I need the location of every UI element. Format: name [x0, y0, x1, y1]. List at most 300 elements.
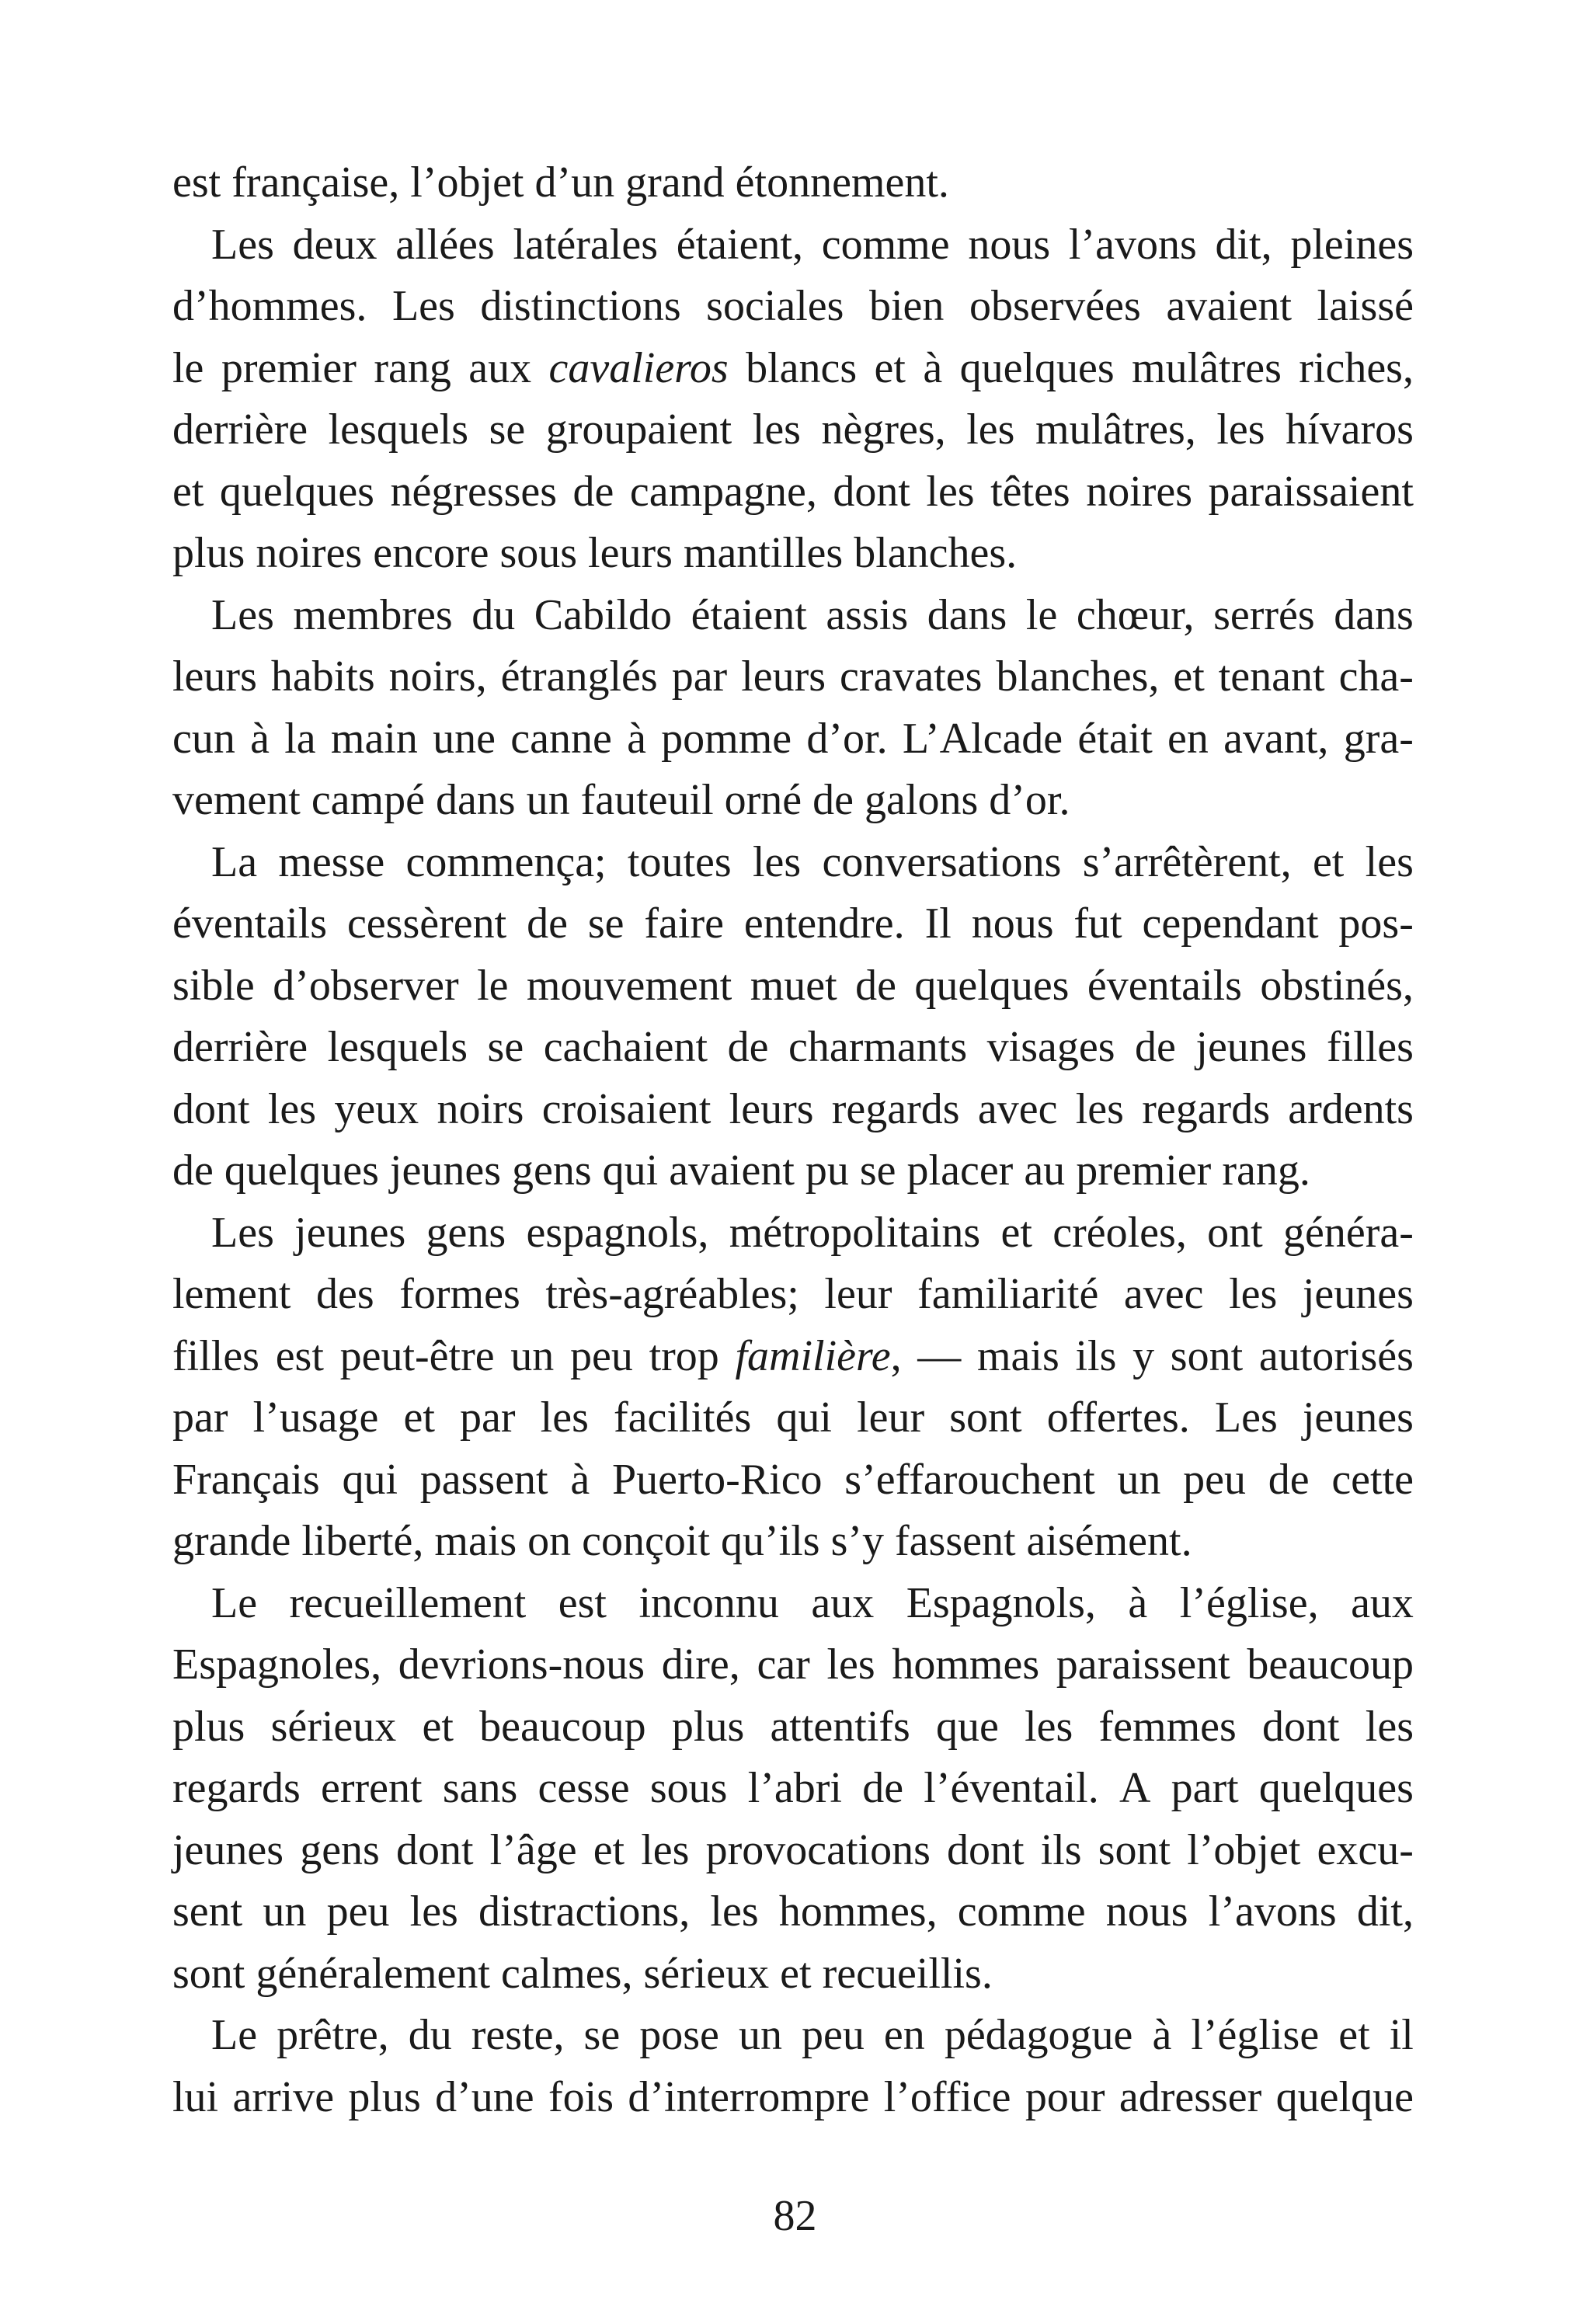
word: derrière — [172, 1023, 308, 1071]
word: et — [403, 1393, 435, 1442]
word: ont — [1207, 1208, 1263, 1257]
text-line — [172, 399, 1414, 461]
word: sont — [172, 1949, 245, 1998]
word: rang — [374, 343, 451, 392]
word: mulâtres — [1132, 343, 1282, 392]
text-line — [172, 646, 1414, 708]
word: pomme — [661, 714, 792, 763]
word: il — [1389, 2011, 1414, 2059]
word: familiarité — [917, 1270, 1099, 1318]
word: Les — [1214, 1393, 1278, 1442]
text-line — [172, 1202, 1414, 1265]
word: très-agréables; — [545, 1270, 799, 1318]
word: s’arrêtèrent, — [1082, 837, 1292, 886]
word: mulâtres, — [1035, 405, 1196, 454]
word: quelques — [219, 467, 374, 516]
word: éventails — [172, 899, 328, 948]
word: à — [923, 343, 943, 392]
word: éventails — [1087, 961, 1242, 1010]
word: qui — [776, 1393, 832, 1442]
word: de — [527, 899, 568, 948]
word: française, — [231, 158, 400, 207]
word: recueillis. — [822, 1949, 993, 1998]
word: le — [1025, 590, 1058, 639]
word: les — [1365, 837, 1414, 886]
word: les — [966, 405, 1015, 454]
word: premier — [1076, 1146, 1212, 1195]
text-line — [172, 1326, 1414, 1388]
word: l’avons — [1208, 1887, 1337, 1936]
word: étonnement. — [735, 158, 949, 207]
word: lesquels — [328, 405, 469, 454]
word: les — [1025, 1702, 1073, 1751]
word: qui — [342, 1455, 398, 1504]
word: toutes — [627, 837, 732, 886]
word: ardents — [1288, 1084, 1414, 1133]
word: prêtre, — [277, 2011, 389, 2059]
word: un — [738, 2011, 782, 2059]
word: étaient — [691, 590, 807, 639]
word: généralement — [256, 1949, 490, 1998]
word: fauteuil — [580, 776, 714, 824]
word: galons — [865, 776, 979, 824]
word: vement — [172, 776, 301, 824]
word: les — [1075, 1084, 1124, 1133]
text-line — [172, 708, 1414, 771]
word: Il — [924, 899, 952, 948]
word: en — [1167, 714, 1209, 763]
word: Espagnols, — [906, 1578, 1096, 1627]
word: serrés — [1213, 590, 1315, 639]
word: leurs — [741, 652, 826, 701]
word: un — [263, 1887, 307, 1936]
text-line — [172, 1820, 1414, 1882]
word: entendre. — [743, 899, 905, 948]
word: errent — [321, 1764, 423, 1812]
word: leurs — [588, 529, 673, 577]
word: jeunes — [294, 1208, 406, 1257]
word: messe — [278, 837, 385, 886]
word: excu- — [1317, 1825, 1414, 1874]
word: adresser — [1119, 2072, 1262, 2121]
word: paraissaient — [1208, 467, 1414, 516]
word: leurs — [729, 1084, 814, 1133]
word: inconnu — [638, 1578, 779, 1627]
word: premier — [221, 343, 357, 392]
word: hívaros — [1286, 405, 1414, 454]
word: l’avons — [1068, 220, 1197, 269]
word: deux — [292, 220, 377, 269]
word: Espagnoles, — [172, 1640, 382, 1689]
word: filles — [1326, 1023, 1414, 1071]
word: les — [826, 1640, 875, 1689]
word: arrive — [232, 2072, 335, 2121]
word: les — [641, 1825, 690, 1874]
word: l’église — [1191, 2011, 1320, 2059]
word: avaient — [1166, 282, 1292, 330]
word: avec — [1123, 1270, 1204, 1318]
word: dans — [1334, 590, 1414, 639]
word: cravates — [840, 652, 983, 701]
word: du — [471, 590, 516, 639]
word: d’observer — [273, 961, 459, 1010]
word: Les — [211, 590, 274, 639]
word: de — [172, 1146, 214, 1195]
word: pleines — [1290, 220, 1414, 269]
word: espagnols, — [526, 1208, 709, 1257]
text-line — [172, 1758, 1414, 1820]
word: allées — [395, 220, 495, 269]
word: car — [757, 1640, 810, 1689]
word: se — [489, 405, 526, 454]
word: leur — [857, 1393, 925, 1442]
word: l’église, — [1179, 1578, 1319, 1627]
text-line — [172, 1511, 1414, 1573]
text-line — [172, 461, 1414, 524]
text-line — [172, 1573, 1414, 1635]
word: reste, — [471, 2011, 565, 2059]
word: leur — [824, 1270, 892, 1318]
word: leurs — [172, 652, 257, 701]
page-number: 82 — [773, 2192, 817, 2240]
word: les — [752, 837, 802, 886]
italic-word: cavalieros — [548, 343, 729, 392]
word: sous — [499, 529, 578, 577]
word: le — [477, 961, 509, 1010]
text-line — [172, 1387, 1414, 1449]
word: mais — [977, 1331, 1059, 1380]
word: mantilles — [683, 529, 844, 577]
word: cachaient — [543, 1023, 708, 1071]
word: quelques — [914, 961, 1070, 1010]
word: jeunes — [1302, 1393, 1414, 1442]
word: en — [883, 2011, 925, 2059]
word: négresses — [390, 467, 558, 516]
word: cette — [1331, 1455, 1414, 1504]
word: devrions-nous — [398, 1640, 645, 1689]
word: de — [1135, 1023, 1176, 1071]
word: les — [926, 467, 975, 516]
word: jeunes — [1302, 1270, 1414, 1318]
word: pu — [805, 1146, 849, 1195]
word: de — [855, 961, 896, 1010]
word: une — [433, 714, 496, 763]
word: créoles, — [1052, 1208, 1187, 1257]
word: sont — [1170, 1331, 1244, 1380]
body-text — [172, 152, 1414, 2128]
word: sous — [649, 1764, 728, 1812]
word: regards — [1142, 1084, 1270, 1133]
word: obstinés, — [1260, 961, 1414, 1010]
word: Le — [211, 1578, 258, 1627]
word: Le — [211, 2011, 258, 2059]
text-line — [172, 523, 1414, 585]
word: le — [172, 343, 204, 392]
word: sont — [1098, 1825, 1171, 1874]
text-line — [172, 2067, 1414, 2129]
word: sans — [442, 1764, 518, 1812]
word: dans — [927, 590, 1007, 639]
word: mais — [434, 1517, 517, 1565]
text-line — [172, 1017, 1414, 1079]
word: gra- — [1343, 714, 1414, 763]
word: noirs, — [388, 652, 487, 701]
word: Français — [172, 1455, 320, 1504]
word: et — [1338, 2011, 1370, 2059]
word: blanches, — [996, 652, 1160, 701]
word: de — [1268, 1455, 1310, 1504]
word: provocations — [705, 1825, 931, 1874]
word: blancs — [746, 343, 858, 392]
word: généra- — [1283, 1208, 1414, 1257]
word: de — [572, 467, 614, 516]
text-line — [172, 832, 1414, 894]
word: filles — [172, 1331, 259, 1380]
word: — — [917, 1331, 962, 1380]
word: d’or. — [989, 776, 1070, 824]
word: dire, — [661, 1640, 740, 1689]
word: quelques — [959, 343, 1115, 392]
word: grand — [625, 158, 725, 207]
word: commença; — [405, 837, 607, 886]
word: bien — [868, 282, 945, 330]
word: lui — [172, 2072, 219, 2121]
word: est — [558, 1578, 607, 1627]
word: canne — [510, 714, 612, 763]
word: membres — [293, 590, 453, 639]
word: est — [275, 1331, 324, 1380]
word: à — [570, 1455, 590, 1504]
word: peu — [802, 2011, 865, 2059]
word: que — [936, 1702, 999, 1751]
word: autorisés — [1258, 1331, 1414, 1380]
text-line — [172, 1264, 1414, 1326]
word: la — [284, 714, 316, 763]
word: nous — [1105, 1887, 1188, 1936]
word: ils — [1075, 1331, 1117, 1380]
word: des — [315, 1270, 374, 1318]
word: un — [1117, 1455, 1161, 1504]
word: noirs — [437, 1084, 524, 1133]
word: pédagogue — [944, 2011, 1133, 2059]
word: blanches. — [854, 529, 1018, 577]
text-line — [172, 585, 1414, 647]
word: avaient — [669, 1146, 795, 1195]
word: part — [1171, 1764, 1239, 1812]
word: beaucoup — [479, 1702, 646, 1751]
word: pour — [1025, 2072, 1105, 2121]
word: d’une — [435, 2072, 534, 2121]
word: charmants — [788, 1023, 968, 1071]
word: gens — [426, 1208, 506, 1257]
word: orné — [724, 776, 802, 824]
word: latérales — [513, 220, 658, 269]
word: l’objet — [1187, 1825, 1301, 1874]
word: La — [211, 837, 258, 886]
word: L’Alcade — [902, 714, 1063, 763]
word: peu — [1183, 1455, 1246, 1504]
word: distinctions — [480, 282, 681, 330]
word: et — [172, 467, 204, 516]
word: assis — [826, 590, 909, 639]
word: grande — [172, 1517, 291, 1565]
word: croisaient — [541, 1084, 711, 1133]
text-line — [172, 893, 1414, 955]
word: calmes, — [500, 1949, 633, 1998]
word: Puerto-Rico — [611, 1455, 823, 1504]
word: comme — [957, 1887, 1086, 1936]
word — [548, 338, 728, 400]
word: l’âge — [489, 1825, 577, 1874]
word: mouvement — [526, 961, 732, 1010]
word: peu — [326, 1887, 390, 1936]
word: et — [1173, 652, 1205, 701]
word: se — [487, 1023, 524, 1071]
word: cessèrent — [346, 899, 507, 948]
word: dans — [435, 776, 516, 824]
word: femmes — [1098, 1702, 1237, 1751]
text-line — [172, 152, 1414, 214]
word: Cabildo — [534, 590, 673, 639]
word: noires — [1086, 467, 1193, 516]
word: nous — [971, 899, 1054, 948]
word: ils — [1040, 1825, 1082, 1874]
text-line — [172, 276, 1414, 338]
word: se — [583, 2011, 621, 2059]
word: encore — [373, 529, 489, 577]
word: l’objet — [410, 158, 524, 207]
word: Les — [211, 1208, 274, 1257]
word: gens — [511, 1146, 592, 1195]
word: jeunes — [1195, 1023, 1307, 1071]
word: A — [1119, 1764, 1151, 1812]
word: et — [422, 1702, 454, 1751]
word: d’interrompre — [628, 2072, 870, 2121]
word: plus — [671, 1702, 745, 1751]
word: riches, — [1299, 343, 1414, 392]
word: de — [862, 1764, 904, 1812]
text-line — [172, 1140, 1414, 1202]
word: s’effarouchent — [844, 1455, 1095, 1504]
word: pose — [639, 2011, 719, 2059]
word: rang. — [1222, 1146, 1310, 1195]
word: se — [859, 1146, 896, 1195]
word: fassent — [895, 1517, 1016, 1565]
word: et — [1000, 1208, 1032, 1257]
word: noires — [256, 529, 363, 577]
word: nègres, — [821, 405, 946, 454]
word: facilités — [614, 1393, 752, 1442]
word: dit, — [1215, 220, 1272, 269]
word: cesse — [538, 1764, 630, 1812]
word: qu’ils — [721, 1517, 820, 1565]
word: nous — [968, 220, 1051, 269]
italic-word: familière — [735, 1331, 891, 1380]
word: placer — [906, 1146, 1014, 1195]
word: par — [671, 652, 728, 701]
word: Les — [211, 220, 274, 269]
word: attentifs — [770, 1702, 910, 1751]
word: lement — [172, 1270, 291, 1318]
word: campagne, — [629, 467, 817, 516]
word: aux — [811, 1578, 875, 1627]
text-line — [172, 1079, 1414, 1141]
word: cun — [172, 714, 235, 763]
word: chœur, — [1076, 590, 1195, 639]
word: aux — [1351, 1578, 1414, 1627]
word: l’éventail. — [924, 1764, 1099, 1812]
word: plus — [348, 2072, 421, 2121]
word: laissé — [1317, 282, 1414, 330]
word: se — [587, 899, 625, 948]
word: dont — [947, 1825, 1025, 1874]
word: hommes, — [778, 1887, 938, 1936]
word: fut — [1073, 899, 1122, 948]
word: tenant — [1218, 652, 1325, 701]
word: à — [1152, 2011, 1172, 2059]
word: Les — [391, 282, 455, 330]
word: trop — [649, 1331, 719, 1380]
word: dont — [172, 1084, 250, 1133]
word: visages — [986, 1023, 1115, 1071]
word: étranglés — [500, 652, 658, 701]
word: métropolitains — [729, 1208, 981, 1257]
word: et — [780, 1949, 812, 1998]
word: étaient, — [676, 220, 803, 269]
word: dont — [833, 467, 910, 516]
word: groupaient — [545, 405, 732, 454]
word: aux — [468, 343, 532, 392]
word: regards — [831, 1084, 960, 1133]
word: jeunes — [389, 1146, 501, 1195]
word: dont — [1262, 1702, 1340, 1751]
text-line — [172, 1634, 1414, 1696]
word: sociales — [706, 282, 844, 330]
word: liberté, — [301, 1517, 424, 1565]
word: gens — [300, 1825, 380, 1874]
word: peut-être — [339, 1331, 495, 1380]
word: et — [593, 1825, 625, 1874]
word: habits — [270, 652, 375, 701]
word: cha- — [1338, 652, 1414, 701]
word: y — [1132, 1331, 1155, 1380]
word: à — [1128, 1578, 1148, 1627]
word: derrière — [172, 405, 308, 454]
word: les — [752, 405, 801, 454]
word: est — [172, 158, 221, 207]
word: aisément. — [1026, 1517, 1192, 1565]
word: offertes. — [1046, 1393, 1190, 1442]
word: muet — [750, 961, 837, 1010]
word: et — [874, 343, 906, 392]
text-line — [172, 214, 1414, 277]
word: les — [409, 1887, 458, 1936]
word: du — [408, 2011, 452, 2059]
text-line — [172, 1881, 1414, 1943]
word: de — [812, 776, 854, 824]
word: sont — [949, 1393, 1022, 1442]
word: conçoit — [582, 1517, 710, 1565]
word: jeunes — [172, 1825, 284, 1874]
word: d’un — [534, 158, 615, 207]
text-line — [172, 955, 1414, 1018]
word: lesquels — [327, 1023, 468, 1071]
word: sérieux — [270, 1702, 397, 1751]
word: quelque — [1275, 2072, 1414, 2121]
word: cependant — [1142, 899, 1319, 948]
word: familière, — [735, 1331, 902, 1380]
word: paraissent — [1056, 1640, 1230, 1689]
